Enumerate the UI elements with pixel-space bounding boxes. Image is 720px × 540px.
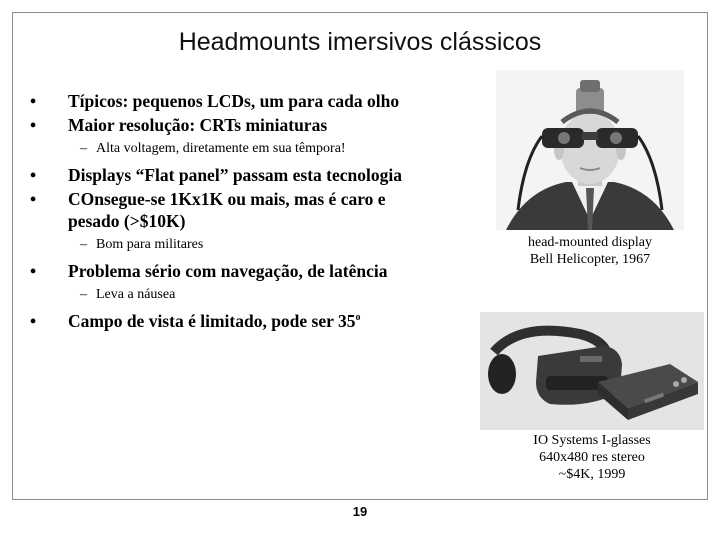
sub-bullet-marker: – [80, 141, 87, 156]
bullet-marker: • [30, 115, 37, 135]
sub-bullet-text: Bom para militares [96, 237, 204, 252]
bullet-marker: • [30, 91, 37, 111]
bullet-text-line1: COnsegue-se 1Kx1K ou mais, mas é caro e [68, 189, 386, 209]
iglasses-photo [480, 312, 704, 430]
sub-bullet-marker: – [80, 237, 87, 252]
bullet-item [30, 164, 470, 186]
bullet-list [30, 90, 470, 334]
hmd-photo [496, 70, 684, 230]
sub-bullet-item [30, 286, 470, 304]
iglasses-caption [482, 432, 702, 483]
iglasses-illustration [480, 312, 704, 430]
sub-bullet-item [30, 140, 470, 158]
bullet-text: Displays “Flat panel” passam esta tecnologia [68, 165, 402, 185]
sub-bullet-marker: – [80, 287, 87, 302]
iglasses-caption-line1: IO Systems I-glasses [533, 433, 651, 448]
bullet-item [30, 90, 470, 112]
bullet-marker: • [30, 261, 37, 281]
sub-bullet-text: Leva a náusea [96, 287, 176, 302]
slide-title: Headmounts imersivos clássicos [178, 28, 542, 56]
bullet-marker: • [30, 189, 37, 209]
degree-superscript: o [355, 312, 361, 324]
bullet-text: Típicos: pequenos LCDs, um para cada olho [68, 91, 400, 111]
iglasses-caption-line3: ~$4K, 1999 [558, 467, 626, 482]
hmd-caption-line2: Bell Helicopter, 1967 [529, 252, 651, 267]
bullet-item [30, 310, 470, 332]
sub-bullet-text: Alta voltagem, diretamente em sua têmpora! [96, 141, 346, 156]
hmd-caption [496, 234, 684, 268]
hmd-caption-line1: head-mounted display [527, 235, 653, 250]
hmd-illustration [496, 70, 684, 230]
bullet-item [30, 114, 470, 136]
bullet-text: Problema sério com navegação, de latência [68, 261, 388, 281]
bullet-item [30, 188, 470, 232]
page-number: 19 [352, 504, 368, 519]
iglasses-caption-line2: 640x480 res stereo [539, 450, 645, 465]
bullet-text: Maior resolução: CRTs miniaturas [68, 115, 328, 135]
bullet-text: Campo de vista é limitado, pode ser 35 [68, 311, 356, 331]
bullet-marker: • [30, 311, 37, 331]
sub-bullet-item [30, 236, 470, 254]
bullet-item [30, 260, 470, 282]
bullet-text-line2: pesado (>$10K) [68, 211, 186, 231]
bullet-marker: • [30, 165, 37, 185]
